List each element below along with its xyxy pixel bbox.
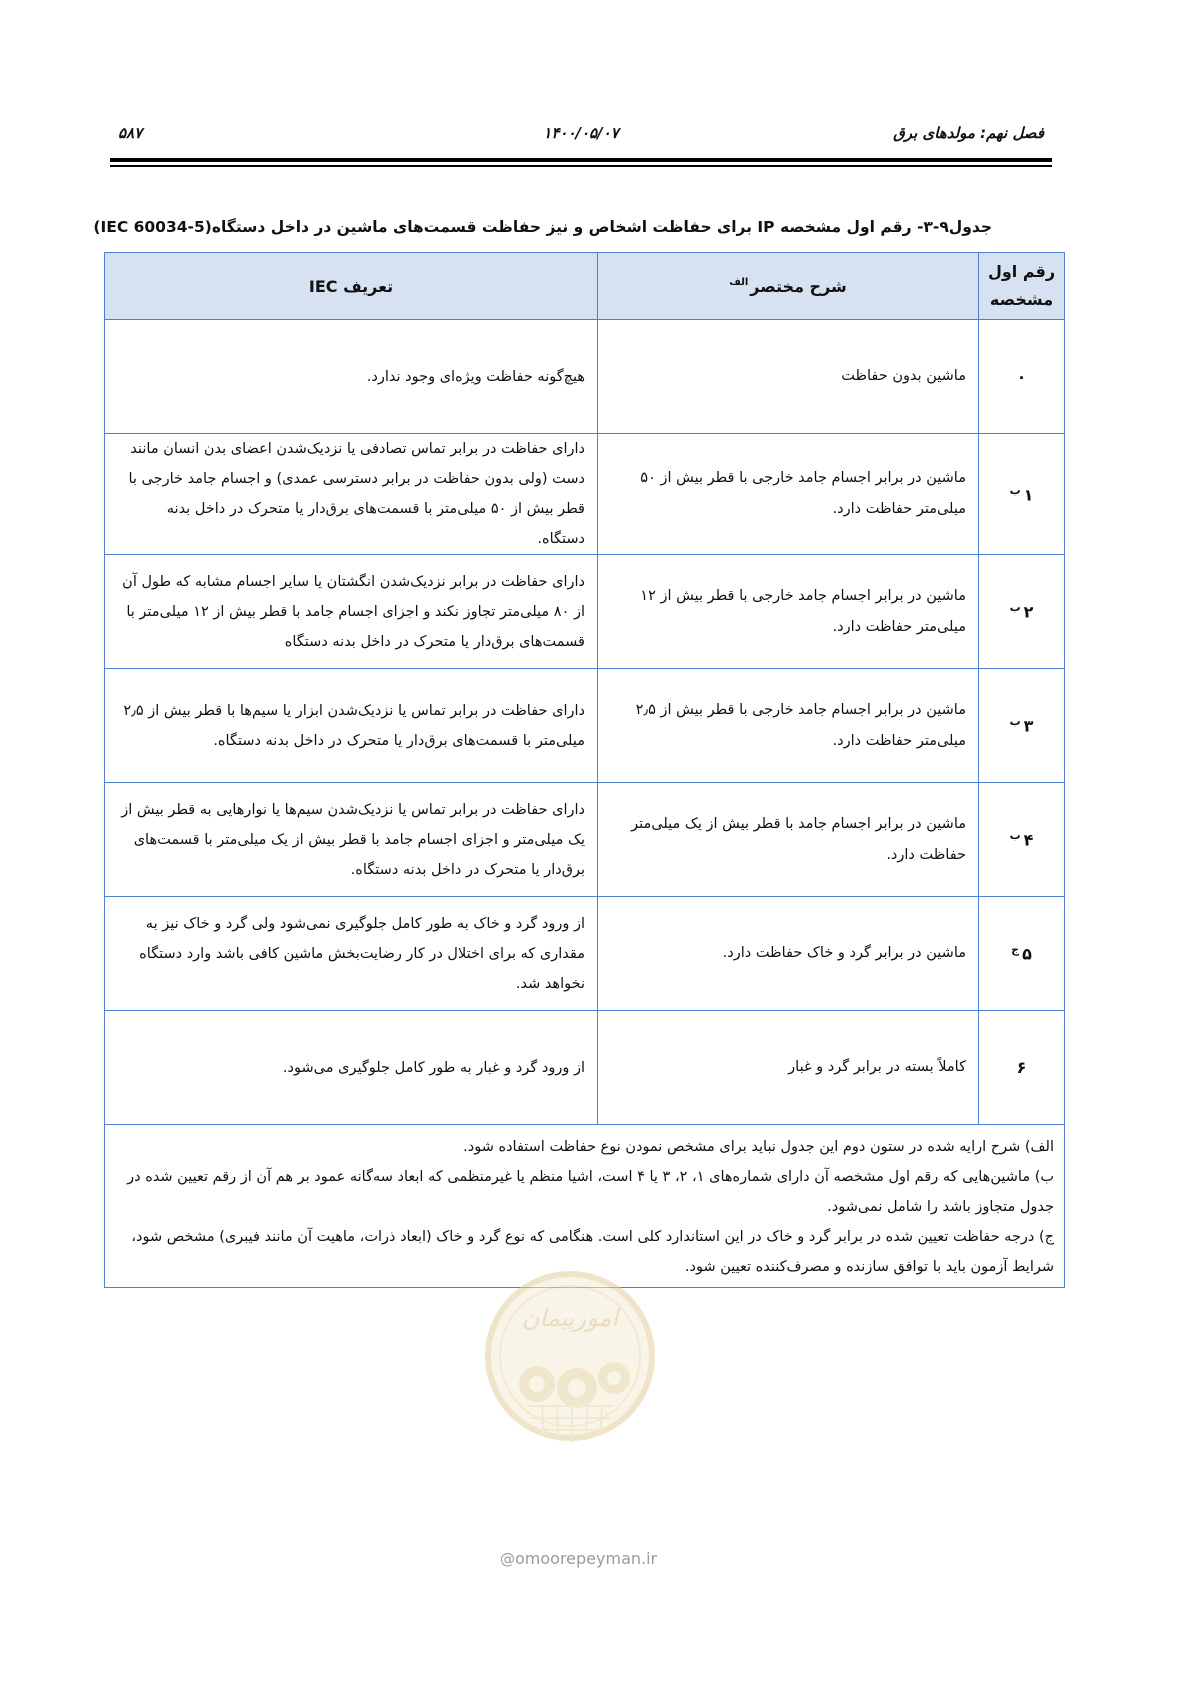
row-digit bbox=[979, 1011, 1065, 1125]
header-rule-thick bbox=[110, 158, 1052, 162]
footnote-mark: ب bbox=[1009, 715, 1021, 729]
digit-value: ۲ bbox=[1023, 602, 1034, 622]
footnote-mark: ج bbox=[1011, 943, 1020, 957]
digit-value: ۱ bbox=[1023, 485, 1034, 505]
row-definition: از ورود گرد و خاک به طور کامل جلوگیری نمی‌شود ولی گرد و خاک نیز به مقداری که برای اختلال در کار رضایت‌بخش ماشین کافی باشد وارد دستگاه نخواهد شد. bbox=[105, 897, 598, 1011]
header-digit-line1: رقم اول bbox=[987, 262, 1056, 281]
page-number: ۵۸۷ bbox=[118, 124, 143, 142]
row-description: ماشین در برابر اجسام جامد خارجی با قطر بیش از ۵۰ میلی‌متر حفاظت دارد. bbox=[598, 434, 979, 555]
watermark-outer-ring bbox=[488, 1274, 652, 1438]
row-definition: دارای حفاظت در برابر تماس یا نزدیک‌شدن سیم‌ها یا نوارهایی به قطر بیش از یک میلی‌متر و اجزای اجسام جامد با قطر بیش از یک میلی‌متر با قسمت‌های برق‌دار یا متحرک در داخل بدنه دستگاه. bbox=[105, 783, 598, 897]
row-description: ماشین در برابر اجسام جامد خارجی با قطر بیش از ۲٫۵ میلی‌متر حفاظت دارد. bbox=[598, 669, 979, 783]
note-jim: ج) درجه حفاظت تعیین شده در برابر گرد و خاک در این استاندارد کلی است. هنگامی که نوع گرد و خاک (ابعاد ذرات، ماهیت آن مانند فیبری) مشخص شود، شرایط آزمون باید با توافق سازنده و مصرف‌کننده تعیین شود. bbox=[131, 1229, 1054, 1275]
header-rule-thin bbox=[110, 165, 1052, 167]
table-row bbox=[105, 320, 1065, 434]
page-header bbox=[110, 124, 1052, 150]
table-caption: جدول۹-۳- رقم اول مشخصه IP برای حفاظت اشخاص و نیز حفاظت قسمت‌های ماشین در داخل دستگاه(IEC 60034-5) bbox=[93, 218, 992, 236]
footnote-mark: ب bbox=[1009, 601, 1021, 615]
row-description: ماشین در برابر اجسام جامد خارجی با قطر بیش از ۱۲ میلی‌متر حفاظت دارد. bbox=[598, 555, 979, 669]
footnote-mark: ب bbox=[1009, 829, 1021, 843]
row-digit bbox=[979, 320, 1065, 434]
digit-value: ۰ bbox=[1016, 367, 1027, 386]
chapter-title: فصل نهم: مولدهای برق bbox=[893, 124, 1044, 142]
digit-value: ۵ bbox=[1022, 944, 1032, 964]
row-description: ماشین بدون حفاظت bbox=[598, 320, 979, 434]
row-definition: دارای حفاظت در برابر نزدیک‌شدن انگشتان یا سایر اجسام مشابه که طول آن از ۸۰ میلی‌متر تجاوز نکند و اجزای اجسام جامد با قطر بیش از ۱۲ میلی‌متر با قسمت‌های برق‌دار یا متحرک در داخل بدنه دستگاه bbox=[105, 555, 598, 669]
footnote-mark: ب bbox=[1009, 483, 1021, 497]
ip-protection-table bbox=[104, 252, 1065, 1288]
row-description: ماشین در برابر گرد و خاک حفاظت دارد. bbox=[598, 897, 979, 1011]
row-digit bbox=[979, 669, 1065, 783]
row-definition: هیچ‌گونه حفاظت ویژه‌ای وجود ندارد. bbox=[105, 320, 598, 434]
table-row bbox=[105, 897, 1065, 1011]
row-digit bbox=[979, 897, 1065, 1011]
watermark-logo bbox=[482, 1256, 658, 1486]
note-be: ب) ماشین‌هایی که رقم اول مشخصه آن دارای شماره‌های ۱، ۲، ۳ یا ۴ است، اشیا منظم یا غیرمنظمی که ابعاد سه‌گانه عمود بر هم آن از رقم تعیین شده در جدول متجاوز باشد را شامل نمی‌شود. bbox=[127, 1169, 1054, 1215]
row-description: کاملاً بسته در برابر گرد و غبار bbox=[598, 1011, 979, 1125]
row-description: ماشین در برابر اجسام جامد با قطر بیش از یک میلی‌متر حفاظت دارد. bbox=[598, 783, 979, 897]
header-definition: تعریف IEC bbox=[105, 253, 598, 320]
table-row bbox=[105, 555, 1065, 669]
digit-value: ۶ bbox=[1016, 1058, 1027, 1077]
at-icon: @ bbox=[500, 1550, 515, 1568]
digit-value: ۳ bbox=[1023, 716, 1034, 736]
row-definition: دارای حفاظت در برابر تماس یا نزدیک‌شدن ابزار یا سیم‌ها با قطر بیش از ۲٫۵ میلی‌متر با قسمت‌های برق‌دار یا متحرک در داخل بدنه دستگاه. bbox=[105, 669, 598, 783]
table-header-row bbox=[105, 253, 1065, 320]
header-description-label: شرح مختصر bbox=[750, 276, 847, 296]
header-description bbox=[598, 253, 979, 320]
table-row bbox=[105, 669, 1065, 783]
digit-value: ۴ bbox=[1023, 830, 1034, 850]
row-digit bbox=[979, 555, 1065, 669]
watermark-url bbox=[500, 1549, 657, 1568]
note-alef: الف) شرح ارایه شده در ستون دوم این جدول نباید برای مشخص نمودن نوع حفاظت استفاده شود. bbox=[463, 1139, 1054, 1155]
header-digit-line2: مشخصه bbox=[989, 290, 1054, 309]
row-digit bbox=[979, 783, 1065, 897]
header-digit bbox=[979, 253, 1065, 320]
header-description-mark: الف bbox=[729, 277, 749, 289]
table-row bbox=[105, 434, 1065, 555]
watermark-text: امورپیمان bbox=[521, 1304, 619, 1332]
table-row bbox=[105, 783, 1065, 897]
header-date: ۱۴۰۰/۰۵/۰۷ bbox=[543, 124, 619, 142]
row-definition: دارای حفاظت در برابر تماس تصادفی یا نزدیک‌شدن اعضای بدن انسان مانند دست (ولی بدون حفاظت در برابر دسترسی عمدی) و اجسام جامد خارجی با قطر بیش از ۵۰ میلی‌متر با قسمت‌های برق‌دار یا متحرک در داخل بدنه دستگاه. bbox=[105, 434, 598, 555]
table-row bbox=[105, 1011, 1065, 1125]
row-digit bbox=[979, 434, 1065, 555]
watermark-url-text: omoorepeyman.ir bbox=[515, 1549, 658, 1568]
row-definition: از ورود گرد و غبار به طور کامل جلوگیری می‌شود. bbox=[105, 1011, 598, 1125]
